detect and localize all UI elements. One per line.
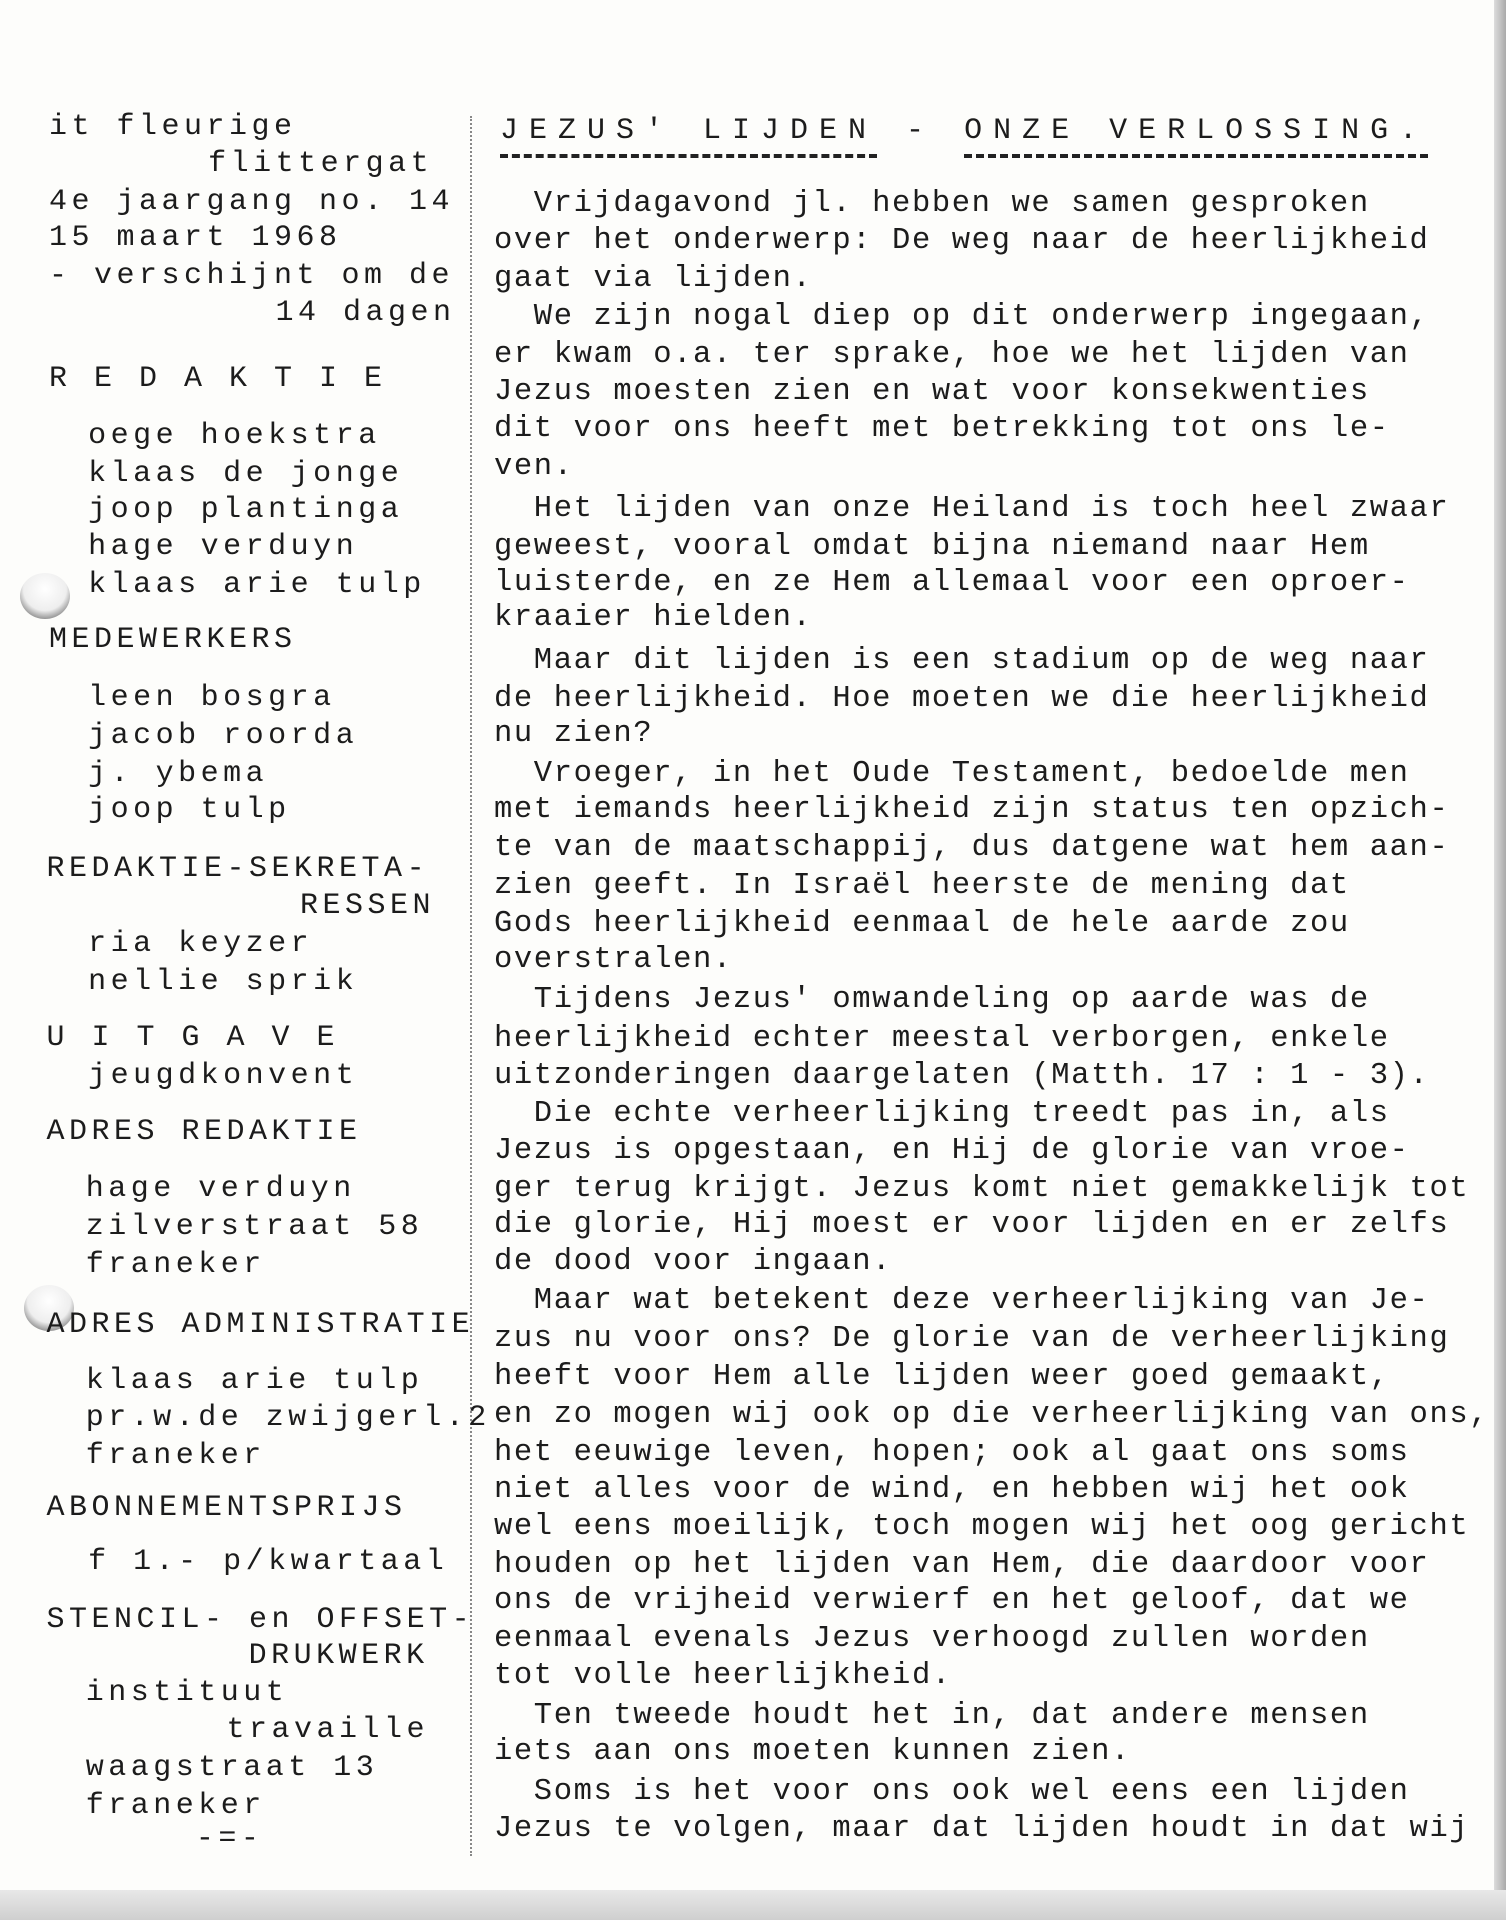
- masthead-line: travaille: [226, 1712, 430, 1747]
- masthead-line: ABONNEMENTSPRIJS: [46, 1491, 407, 1526]
- article-line: zus nu voor ons? De glorie van de verheerlijking: [494, 1322, 1450, 1357]
- article-line: Maar dit lijden is een stadium op de weg naar: [494, 643, 1430, 678]
- article-line: er kwam o.a. ter sprake, hoe we het lijden van: [494, 337, 1410, 372]
- masthead-line: ADRES REDAKTIE: [46, 1115, 362, 1150]
- title-part-1: JEZUS' LIJDEN: [500, 114, 877, 158]
- article-line: Jezus te volgen, maar dat lijden houdt in dat wij: [494, 1812, 1470, 1847]
- masthead-line: hage verduyn: [88, 530, 359, 565]
- masthead-line: j. ybema: [88, 756, 269, 791]
- masthead-line: RESSEN: [300, 888, 436, 923]
- article-line: Gods heerlijkheid eenmaal de hele aarde zou: [494, 907, 1350, 942]
- article-line: nu zien?: [494, 717, 654, 752]
- masthead-line: 4e jaargang no. 14: [48, 184, 455, 219]
- article-line: de heerlijkheid. Hoe moeten we die heerlijkheid: [494, 681, 1430, 716]
- article-line: ons de vrijheid verwierf en het geloof, dat we: [494, 1584, 1410, 1619]
- article-line: Vroeger, in het Oude Testament, bedoelde men: [494, 756, 1410, 791]
- masthead-line: MEDEWERKERS: [48, 623, 297, 658]
- masthead-line: it fleurige: [48, 110, 297, 145]
- article-line: Het lijden van onze Heiland is toch heel zwaar: [494, 492, 1450, 527]
- masthead-line: franeker: [85, 1438, 266, 1473]
- article-line: Ten tweede houdt het in, dat andere mensen: [494, 1699, 1370, 1734]
- masthead-line: U I T G A V E: [46, 1021, 340, 1056]
- article-line: ven.: [494, 450, 574, 485]
- article-line: tot volle heerlijkheid.: [494, 1659, 952, 1693]
- masthead-line: f 1.- p/kwartaal: [88, 1545, 449, 1580]
- article-line: wel eens moeilijk, toch mogen wij het oog gericht: [494, 1509, 1470, 1544]
- article-line: luisterde, en ze Hem allemaal voor een oproer-: [494, 565, 1410, 600]
- article-line: overstralen.: [494, 942, 733, 977]
- masthead-line: oege hoekstra: [88, 418, 381, 453]
- article-line: Maar wat betekent deze verheerlijking van Je-: [494, 1284, 1430, 1319]
- masthead-line: -=-: [195, 1821, 264, 1856]
- masthead-line: jeugdkonvent: [88, 1059, 359, 1093]
- article-line: het eeuwige leven, hopen; ook al gaat ons soms: [494, 1436, 1410, 1471]
- article-line: die glorie, Hij moest er voor lijden en er zelfs: [494, 1208, 1450, 1243]
- page-bottom-edge: [0, 1890, 1506, 1920]
- masthead-line: instituut: [85, 1676, 289, 1711]
- masthead-line: flittergat: [208, 146, 434, 181]
- masthead-line: joop plantinga: [88, 493, 404, 528]
- article-line: Vrijdagavond jl. hebben we samen gesproken: [494, 187, 1370, 222]
- masthead-line: nellie sprik: [88, 964, 359, 999]
- masthead-line: franeker: [85, 1247, 266, 1282]
- masthead-line: DRUKWERK: [248, 1639, 429, 1674]
- article-line: over het onderwerp: De weg naar de heerlijkheid: [494, 223, 1430, 258]
- article-line: niet alles voor de wind, en hebben wij het ook: [494, 1472, 1410, 1507]
- article-line: te van de maatschappij, dus datgene wat hem aan-: [494, 831, 1450, 866]
- column-divider: [470, 116, 472, 1856]
- punch-hole: [20, 573, 70, 619]
- masthead-line: R E D A K T I E: [48, 362, 387, 397]
- masthead-line: leen bosgra: [88, 680, 336, 715]
- masthead-line: franeker: [85, 1788, 266, 1823]
- masthead-line: hage verduyn: [85, 1171, 356, 1206]
- article-line: Die echte verheerlijking treedt pas in, als: [494, 1096, 1390, 1131]
- masthead-line: ria keyzer: [88, 926, 314, 961]
- article-line: Jezus is opgestaan, en Hij de glorie van vroe-: [494, 1133, 1410, 1168]
- article-line: eenmaal evenals Jezus verhoogd zullen worden: [494, 1622, 1370, 1657]
- article-line: heerlijkheid echter meestal verborgen, enkele: [494, 1022, 1390, 1057]
- article-line: Tijdens Jezus' omwandeling op aarde was de: [494, 983, 1370, 1018]
- article-line: We zijn nogal diep op dit onderwerp ingegaan,: [494, 299, 1430, 334]
- masthead-line: waagstraat 13: [85, 1750, 379, 1785]
- article-line: met iemands heerlijkheid zijn status ten opzich-: [494, 793, 1450, 828]
- article-line: kraaier hielden.: [494, 601, 813, 636]
- masthead-line: pr.w.de zwijgerl.2: [85, 1400, 491, 1435]
- article-line: houden op het lijden van Hem, die daardoor voor: [494, 1547, 1430, 1582]
- masthead-line: klaas arie tulp: [88, 567, 426, 602]
- masthead-line: klaas de jonge: [88, 456, 404, 491]
- article-line: uitzonderingen daargelaten (Matth. 17 : 1 - 3).: [494, 1059, 1430, 1093]
- article-line: geweest, vooral omdat bijna niemand naar Hem: [494, 530, 1370, 565]
- masthead-line: klaas arie tulp: [85, 1363, 424, 1398]
- title-part-2: ONZE VERLOSSING.: [964, 114, 1428, 158]
- page-edge-shadow: [1494, 0, 1506, 1920]
- article-line: en zo mogen wij ook op die verheerlijking van ons,: [494, 1398, 1490, 1433]
- article-line: Soms is het voor ons ook wel eens een lijden: [494, 1775, 1410, 1810]
- masthead-line: jacob roorda: [88, 718, 359, 753]
- article-line: iets aan ons moeten kunnen zien.: [494, 1734, 1131, 1769]
- title-separator: -: [877, 114, 965, 148]
- masthead-line: - verschijnt om de: [48, 259, 455, 294]
- article-title: [500, 114, 1428, 148]
- masthead-line: zilverstraat 58: [85, 1209, 424, 1244]
- article-line: dit voor ons heeft met betrekking tot ons le-: [494, 412, 1390, 447]
- article-line: ger terug krijgt. Jezus komt niet gemakkelijk tot: [494, 1171, 1470, 1206]
- masthead-line: 14 dagen: [275, 296, 456, 331]
- masthead-line: joop tulp: [88, 793, 291, 828]
- article-line: de dood voor ingaan.: [494, 1245, 893, 1280]
- article-line: gaat via lijden.: [494, 261, 813, 296]
- masthead-line: REDAKTIE-SEKRETA-: [46, 852, 430, 887]
- article-line: zien geeft. In Israël heerste de mening dat: [494, 869, 1350, 904]
- masthead-line: 15 maart 1968: [48, 221, 342, 256]
- masthead-line: ADRES ADMINISTRATIE: [46, 1307, 475, 1342]
- article-line: Jezus moesten zien en wat voor konsekwenties: [494, 374, 1370, 409]
- article-line: heeft voor Hem alle lijden weer goed gemaakt,: [494, 1360, 1390, 1395]
- masthead-line: STENCIL- en OFFSET-: [46, 1602, 475, 1637]
